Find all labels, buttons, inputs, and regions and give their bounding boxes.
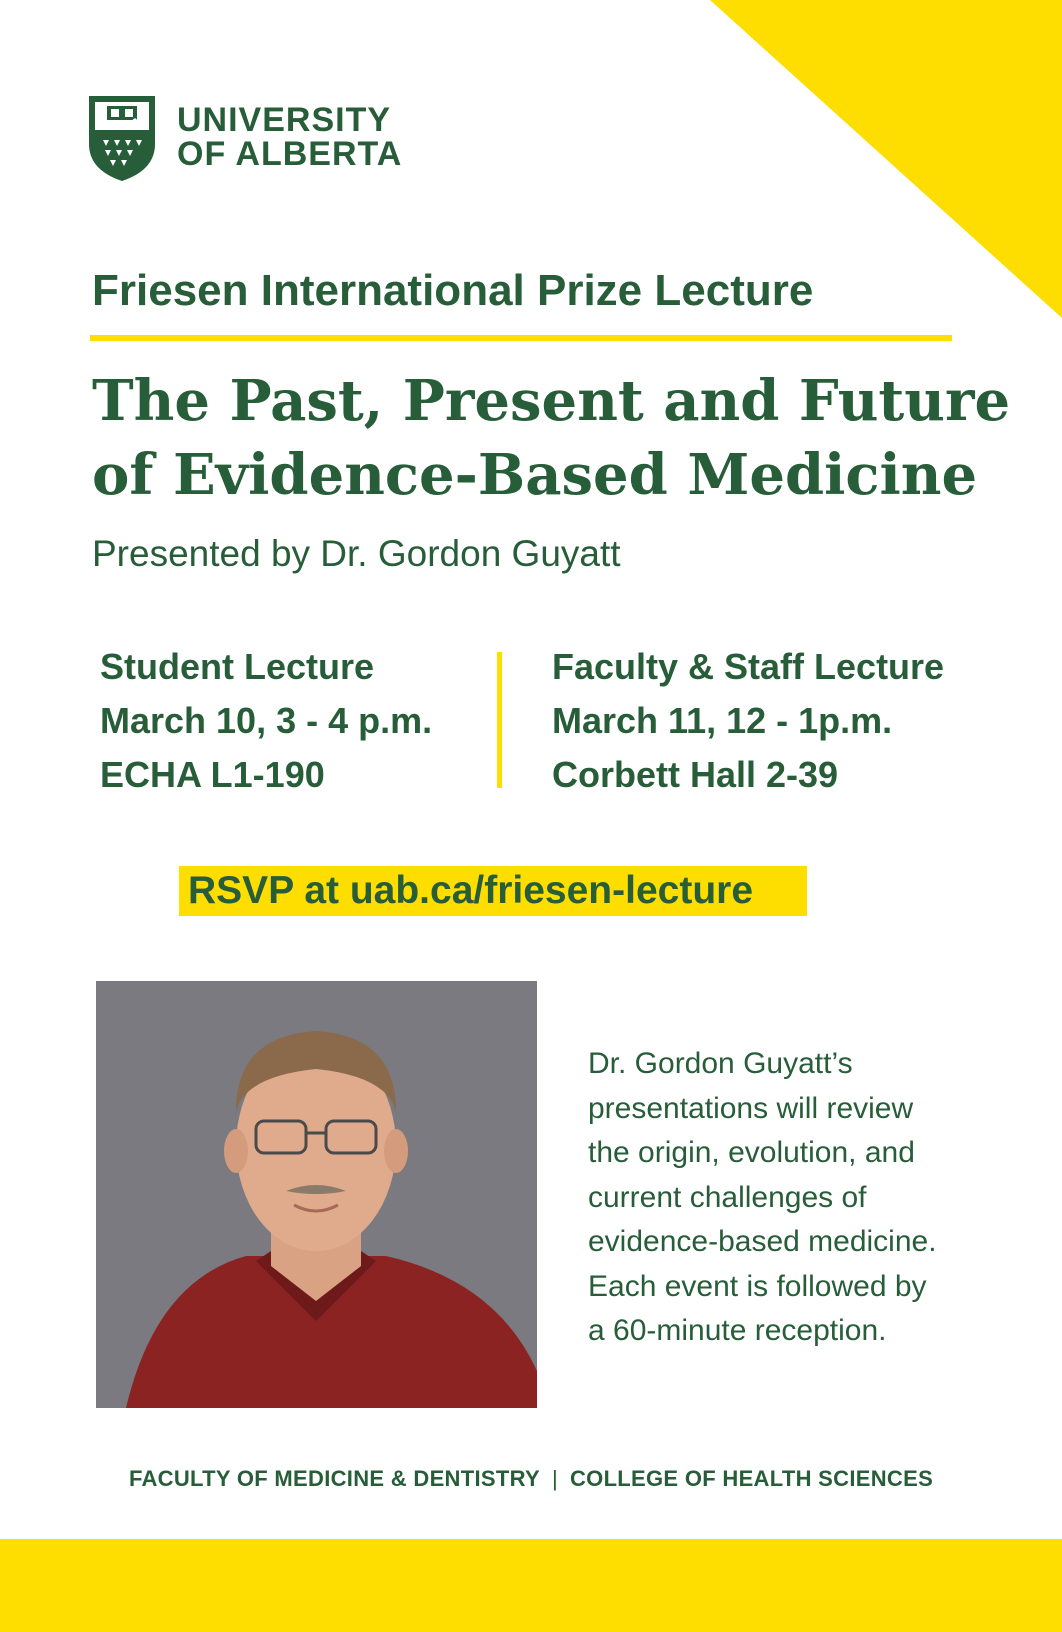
university-wordmark xyxy=(177,103,402,171)
faculty-lecture-name: Faculty & Staff Lecture xyxy=(552,646,945,687)
bio-line: the origin, evolution, and xyxy=(588,1136,915,1169)
university-logo[interactable] xyxy=(87,92,402,182)
footer-separator: | xyxy=(551,1466,558,1491)
wordmark-line-1: UNIVERSITY xyxy=(177,101,392,139)
title-line-1: The Past, Present and Future xyxy=(92,368,1011,434)
faculty-lecture-location: Corbett Hall 2-39 xyxy=(552,754,839,795)
student-lecture-location: ECHA L1-190 xyxy=(100,754,325,795)
bio-line: current challenges of xyxy=(588,1180,867,1214)
faculty-lecture-info xyxy=(552,640,944,802)
bio-line: evidence-based medicine. xyxy=(588,1225,937,1258)
yellow-footer-band xyxy=(0,1539,1062,1632)
lecture-title xyxy=(92,364,1042,512)
student-lecture-info xyxy=(100,640,432,802)
faculty-lecture-date: March 11, 12 - 1p.m. xyxy=(552,700,893,741)
title-line-2: of Evidence-Based Medicine xyxy=(92,442,978,508)
speaker-bio xyxy=(588,1042,1008,1354)
footer-units xyxy=(0,1466,1062,1492)
student-lecture-date: March 10, 3 - 4 p.m. xyxy=(100,700,433,741)
bio-line: Each event is followed by xyxy=(588,1269,927,1303)
bio-line: Dr. Gordon Guyatt’s xyxy=(588,1047,853,1080)
lecture-series-name: Friesen International Prize Lecture xyxy=(92,266,814,315)
footer-faculty-name: FACULTY OF MEDICINE & DENTISTRY xyxy=(128,1466,540,1491)
speaker-photo xyxy=(96,981,537,1408)
presenter: Presented by Dr. Gordon Guyatt xyxy=(92,533,621,574)
footer-college-name: COLLEGE OF HEALTH SCIENCES xyxy=(569,1466,934,1491)
session-divider xyxy=(497,652,502,788)
yellow-divider xyxy=(90,335,952,341)
university-crest-icon xyxy=(87,92,157,182)
rsvp-link[interactable]: RSVP at uab.ca/friesen-lecture xyxy=(179,866,807,916)
wordmark-line-2: OF ALBERTA xyxy=(177,135,403,173)
bio-line: a 60-minute reception. xyxy=(588,1314,887,1347)
student-lecture-name: Student Lecture xyxy=(100,646,375,687)
bio-line: presentations will review xyxy=(588,1091,914,1125)
